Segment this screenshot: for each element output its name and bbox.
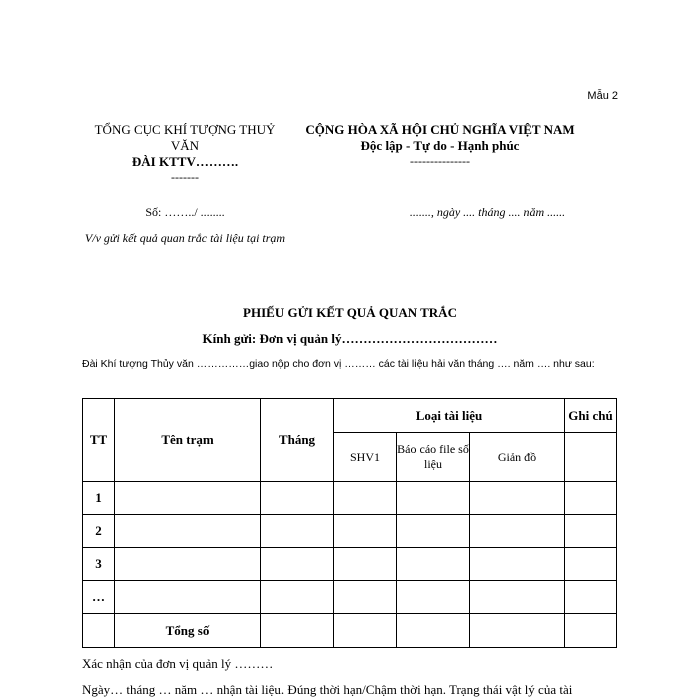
- header-station-name: Tên trạm: [115, 399, 261, 482]
- cell: [565, 581, 617, 614]
- cell: [470, 482, 565, 515]
- header-note: Ghi chú: [565, 399, 617, 433]
- national-motto: Độc lập - Tự do - Hạnh phúc: [360, 138, 520, 153]
- form-number: Mẫu 2: [587, 90, 618, 102]
- header-row: [83, 399, 617, 433]
- cell: [334, 482, 397, 515]
- header-chart: Giản đồ: [470, 433, 565, 482]
- header-report-file: Báo cáo file số liệu: [397, 433, 470, 482]
- cell: [565, 515, 617, 548]
- cell: [334, 548, 397, 581]
- receipt-line: Ngày… tháng … năm … nhận tài liệu. Đúng thời hạn/Chậm thời hạn. Trạng thái vật lý của tài: [82, 682, 573, 697]
- cell: [397, 614, 470, 648]
- header-shv1: SHV1: [334, 433, 397, 482]
- cell: [334, 515, 397, 548]
- document-number: Số: ……../ ........: [145, 205, 225, 219]
- cell: [397, 548, 470, 581]
- row-index: 2: [83, 515, 115, 548]
- cell: [83, 614, 115, 648]
- cell: [334, 581, 397, 614]
- cell: [334, 614, 397, 648]
- recipient-line: Kính gửi: Đơn vị quản lý………………………………: [202, 331, 498, 346]
- cell: [470, 614, 565, 648]
- cell: [470, 581, 565, 614]
- cell: [565, 614, 617, 648]
- left-header: [80, 122, 290, 184]
- intro-paragraph: Đài Khí tượng Thủy văn ……………giao nộp cho đơn vị ……… các tài liệu hải văn tháng …. năm …. như sau:: [82, 358, 595, 370]
- results-table: [82, 398, 617, 648]
- agency-name: TỔNG CỤC KHÍ TƯỢNG THUỶ VĂN: [94, 122, 276, 153]
- confirmation-line: Xác nhận của đơn vị quản lý ………: [82, 656, 274, 671]
- table-row: [83, 581, 617, 614]
- cell: [397, 515, 470, 548]
- cell: [261, 482, 334, 515]
- header-doc-type: Loại tài liệu: [334, 399, 565, 433]
- cell: [397, 581, 470, 614]
- header-month: Tháng: [261, 399, 334, 482]
- cell: [470, 548, 565, 581]
- cell: [261, 614, 334, 648]
- subject-line: V/v gửi kết quả quan trắc tài liệu tại trạm: [84, 231, 286, 245]
- cell: [470, 515, 565, 548]
- cell: [115, 515, 261, 548]
- cell: [115, 482, 261, 515]
- left-divider: -------: [171, 170, 199, 184]
- cell: [565, 482, 617, 515]
- form-title: PHIẾU GỬI KẾT QUẢ QUAN TRẮC: [243, 305, 457, 320]
- cell: [261, 515, 334, 548]
- row-index: 1: [83, 482, 115, 515]
- total-label: Tổng số: [115, 614, 261, 648]
- cell: [565, 548, 617, 581]
- cell: [115, 548, 261, 581]
- header-note-blank: [565, 433, 617, 482]
- table-row: [83, 515, 617, 548]
- cell: [397, 482, 470, 515]
- cell: [115, 581, 261, 614]
- cell: [261, 548, 334, 581]
- station-name: ĐÀI KTTV……….: [131, 154, 239, 169]
- row-index: 3: [83, 548, 115, 581]
- cell: [261, 581, 334, 614]
- total-row: [83, 614, 617, 648]
- table-row: [83, 482, 617, 515]
- country-name: CỘNG HÒA XÃ HỘI CHỦ NGHĨA VIỆT NAM: [305, 122, 575, 137]
- row-index: …: [83, 581, 115, 614]
- header-tt: TT: [83, 399, 115, 482]
- table-row: [83, 548, 617, 581]
- date-line: ......., ngày .... tháng .... năm ......: [409, 205, 566, 219]
- right-header: [305, 122, 575, 168]
- right-divider: ---------------: [410, 154, 470, 168]
